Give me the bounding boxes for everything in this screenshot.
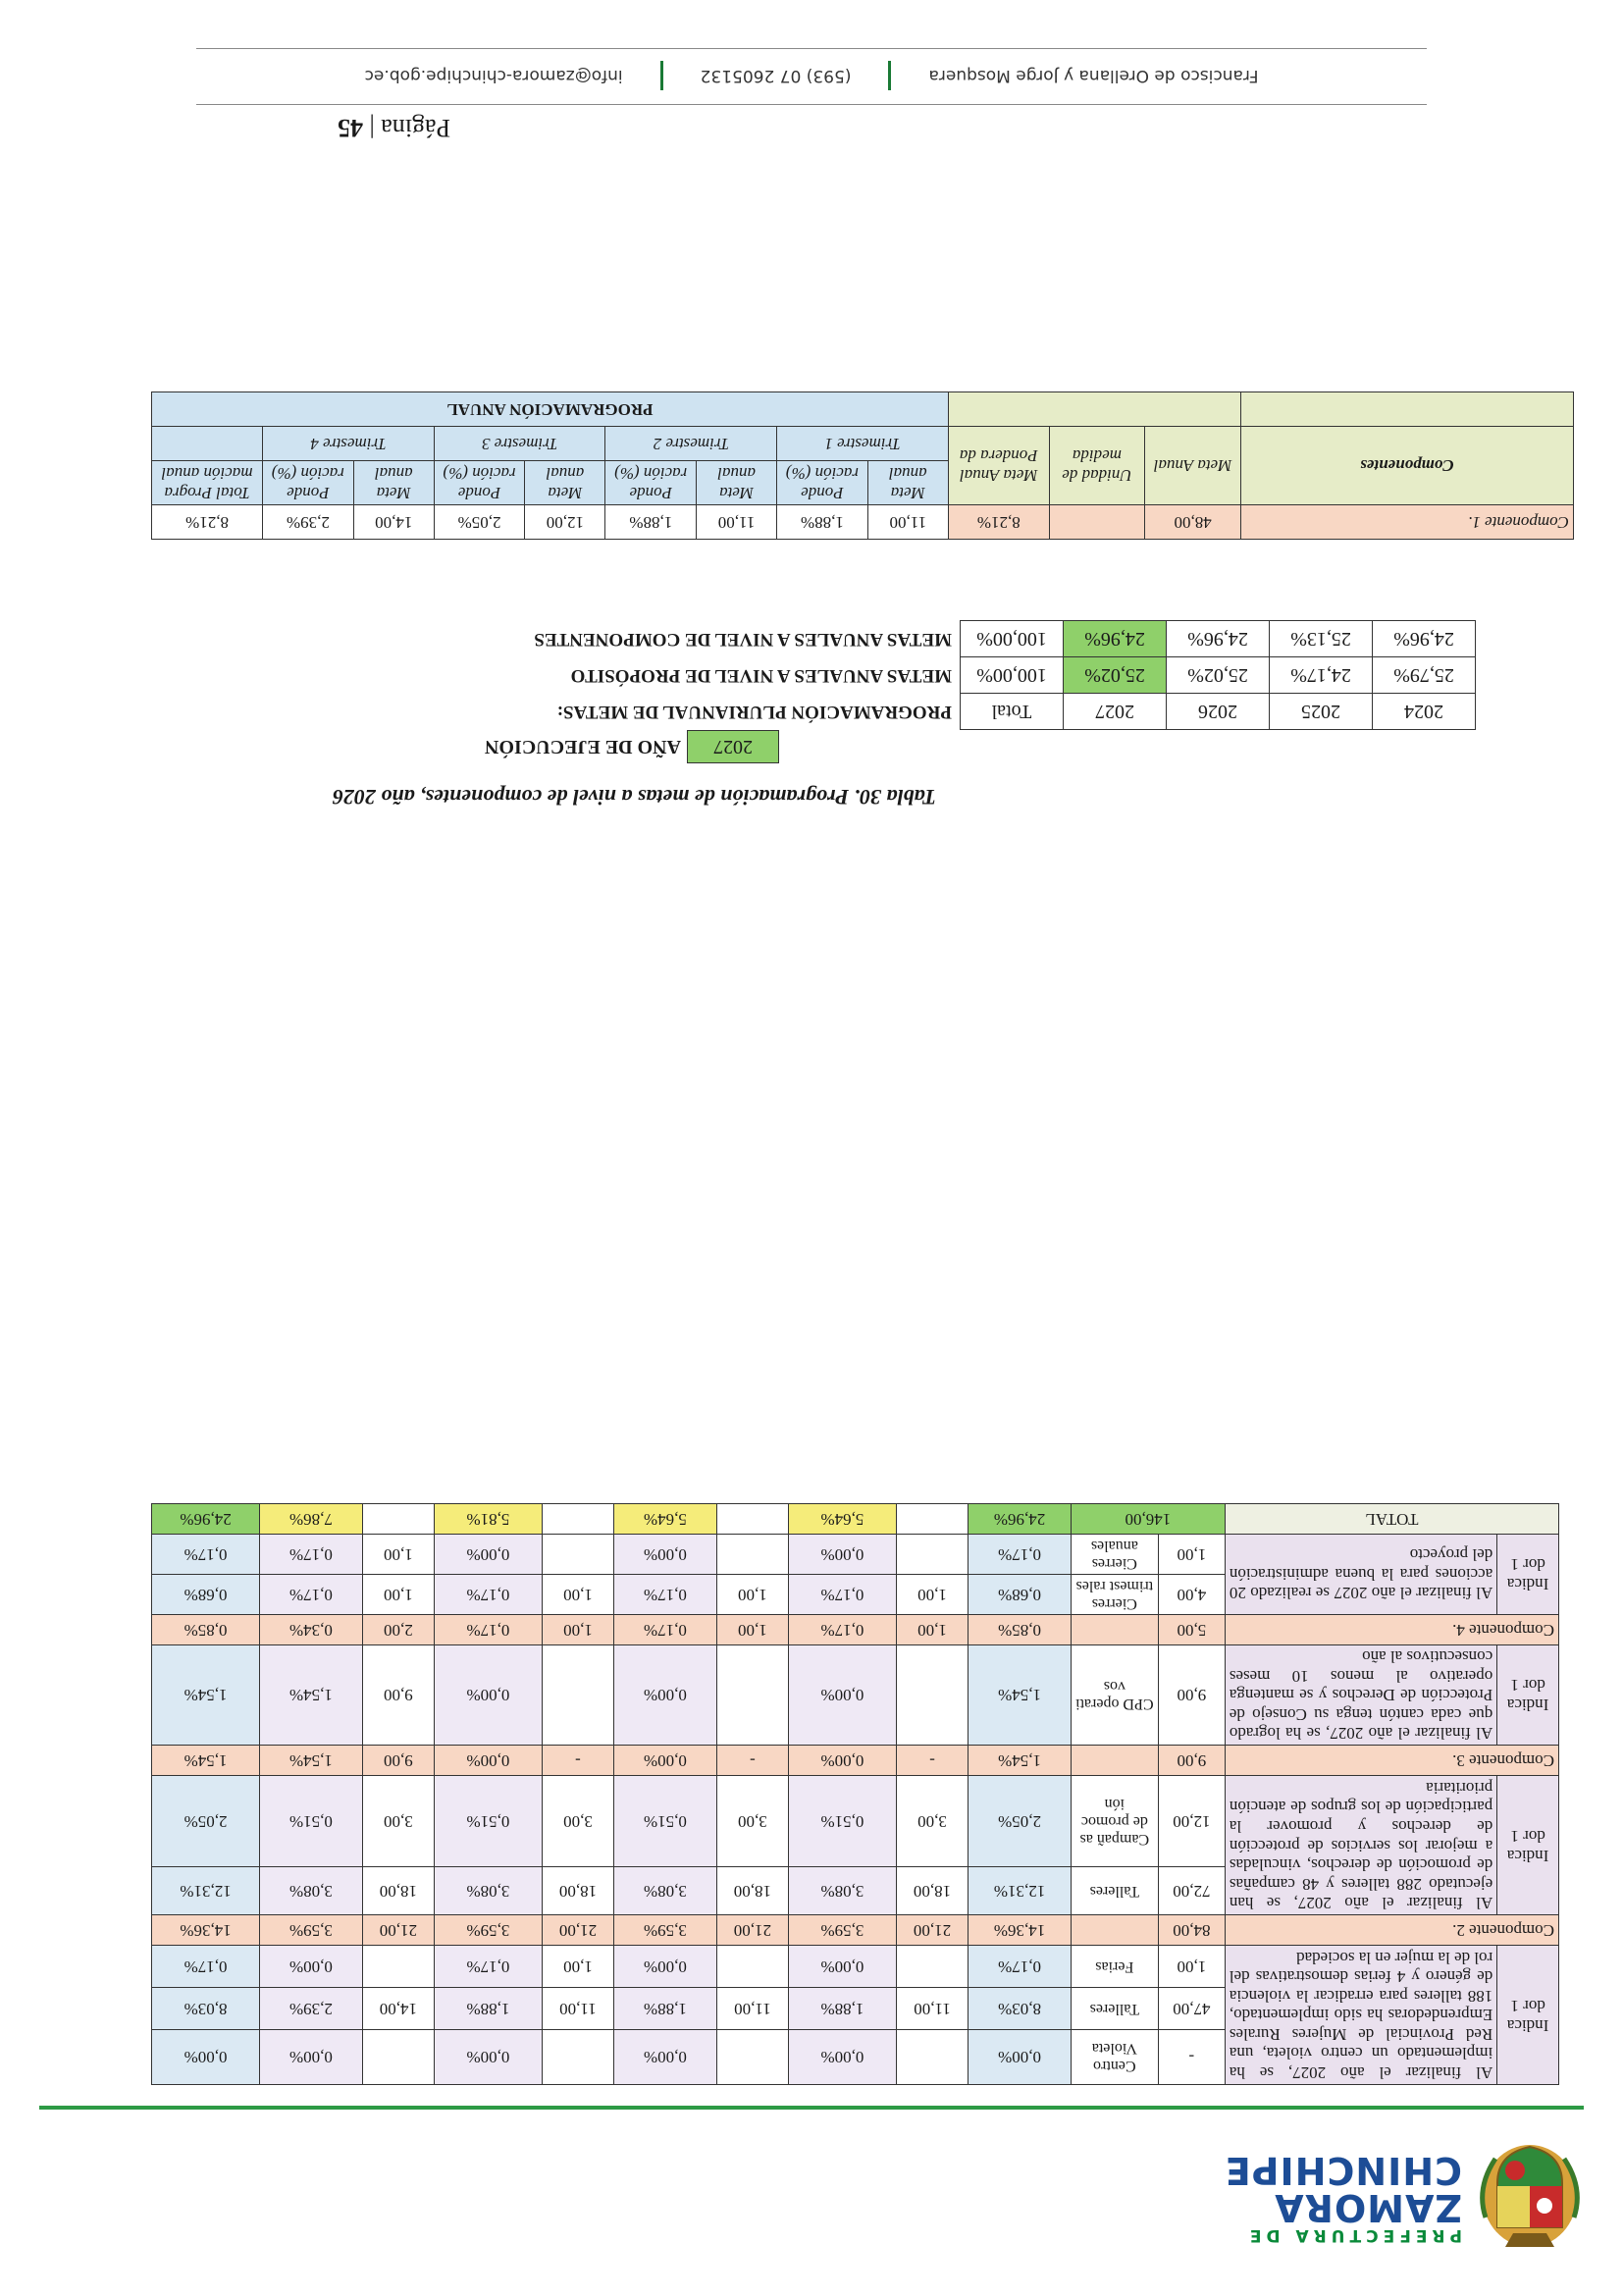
goal-value: 25,13% bbox=[1270, 621, 1373, 657]
quarter-weight: 0,51% bbox=[789, 1776, 897, 1867]
quarter-weight: 0,17% bbox=[434, 1946, 542, 1988]
quarter-weight: 0,00% bbox=[789, 1644, 897, 1746]
total-weighted: 24,96% bbox=[969, 1503, 1072, 1534]
prog-header-spacer bbox=[152, 427, 263, 461]
brand-line-2: ZAMORA bbox=[1274, 2186, 1462, 2230]
weighted-goal: 0,17% bbox=[969, 1946, 1072, 1988]
total-programming: 24,96% bbox=[152, 1503, 260, 1534]
quarter-weight: 0,00% bbox=[260, 2029, 363, 2084]
prog-header-spacer bbox=[1240, 392, 1573, 427]
quarter-weight: 1,54% bbox=[260, 1746, 363, 1776]
quarter-goal: 1,00 bbox=[542, 1946, 613, 1988]
meta-value: 4,00 bbox=[1158, 1574, 1225, 1614]
total-programming: 2,05% bbox=[152, 1776, 260, 1867]
quarter-weight: 0,00% bbox=[789, 1946, 897, 1988]
quarter-goal: - bbox=[716, 1746, 788, 1776]
unit-of-measure: Talleres bbox=[1071, 1867, 1158, 1915]
prog-q: 14,00 bbox=[353, 505, 434, 540]
quarter-weight: 0,51% bbox=[614, 1776, 717, 1867]
indicator-label: Indica dor 1 bbox=[1497, 1534, 1559, 1614]
quarter-goal: 9,00 bbox=[362, 1746, 434, 1776]
meta-value: 12,00 bbox=[1158, 1776, 1225, 1867]
quarter-weight: 2,39% bbox=[260, 1987, 363, 2029]
quarter-weight: 3,59% bbox=[614, 1915, 717, 1946]
quarter-weight: 1,88% bbox=[434, 1987, 542, 2029]
quarter-weight: 1,88% bbox=[614, 1987, 717, 2029]
quarter-weight: 0,17% bbox=[614, 1614, 717, 1644]
page-number bbox=[338, 113, 450, 142]
prog-header-pond: Ponde ración (%) bbox=[263, 461, 353, 505]
total-row bbox=[152, 1503, 1559, 1534]
quarter-weight: 0,17% bbox=[789, 1614, 897, 1644]
goal-value: 24,96% bbox=[1167, 621, 1270, 657]
year-header: 2026 bbox=[1167, 694, 1270, 730]
year-header: Total bbox=[961, 694, 1064, 730]
total-programming: 0,17% bbox=[152, 1534, 260, 1574]
total-quarter: 5,81% bbox=[434, 1503, 542, 1534]
quarter-weight: 0,00% bbox=[614, 1644, 717, 1746]
goal-value: 25,02% bbox=[1167, 657, 1270, 694]
component-name: Componente 4. bbox=[1225, 1614, 1558, 1644]
quarter-goal: 11,00 bbox=[716, 1987, 788, 2029]
quarter-goal bbox=[362, 1946, 434, 1988]
quarter-weight: 3,59% bbox=[260, 1915, 363, 1946]
meta-value: 47,00 bbox=[1158, 1987, 1225, 2029]
quarter-goal bbox=[716, 2029, 788, 2084]
prog-component-name: Componente 1. bbox=[1240, 505, 1573, 540]
footer-email: info@zamora-chinchipe.gob.ec bbox=[364, 66, 623, 85]
goal-value: 100,00% bbox=[961, 621, 1064, 657]
quarter-goal bbox=[896, 1644, 968, 1746]
component-row bbox=[152, 1614, 1559, 1644]
prog-header-meta-anual: Meta anual bbox=[867, 461, 948, 505]
prog-header-trimester: Trimestre 3 bbox=[434, 427, 605, 461]
page-number-value: 45 bbox=[338, 114, 364, 142]
unit-of-measure: CPD operati vos bbox=[1071, 1644, 1158, 1746]
header-rule bbox=[39, 2106, 1584, 2110]
prog-header-annual: PROGRAMACIÓN ANUAL bbox=[152, 392, 949, 427]
meta-value: 1,00 bbox=[1158, 1534, 1225, 1574]
prog-qp: 1,88% bbox=[605, 505, 696, 540]
total-programming: 0,00% bbox=[152, 2029, 260, 2084]
quarter-goal: 1,00 bbox=[716, 1614, 788, 1644]
multiyear-goals-title: PROGRAMACIÓN PLURIANUAL DE METAS: bbox=[556, 702, 952, 722]
table-caption: Tabla 30. Programación de metas a nivel de componentes, año 2026 bbox=[332, 785, 936, 809]
quarter-goal: 21,00 bbox=[716, 1915, 788, 1946]
quarter-goal: 11,00 bbox=[542, 1987, 613, 2029]
quarter-weight: 0,51% bbox=[434, 1776, 542, 1867]
quarter-goal bbox=[542, 1644, 613, 1746]
total-programming: 0,85% bbox=[152, 1614, 260, 1644]
goal-value: 25,02% bbox=[1064, 657, 1167, 694]
annual-programming-table bbox=[151, 391, 1574, 540]
goal-value: 24,17% bbox=[1270, 657, 1373, 694]
page-label: Página bbox=[381, 114, 450, 142]
quarter-weight: 3,08% bbox=[614, 1867, 717, 1915]
footer-rule bbox=[196, 48, 1427, 49]
component-goals-table bbox=[151, 1503, 1559, 2085]
quarter-weight: 0,17% bbox=[614, 1574, 717, 1614]
quarter-weight: 0,00% bbox=[789, 1534, 897, 1574]
quarter-goal: 3,00 bbox=[362, 1776, 434, 1867]
quarter-goal: - bbox=[542, 1746, 613, 1776]
quarter-goal bbox=[896, 1534, 968, 1574]
quarter-goal: 1,00 bbox=[362, 1534, 434, 1574]
quarter-weight: 3,59% bbox=[434, 1915, 542, 1946]
total-label: TOTAL bbox=[1225, 1503, 1558, 1534]
year-header: 2025 bbox=[1270, 694, 1373, 730]
quarter-goal bbox=[716, 1946, 788, 1988]
execution-year-label: AÑO DE EJECUCIÓN bbox=[484, 736, 681, 757]
prog-header-meta-anual: Meta anual bbox=[696, 461, 776, 505]
quarter-goal bbox=[542, 1534, 613, 1574]
quarter-weight: 0,00% bbox=[614, 1534, 717, 1574]
empty-cell bbox=[896, 1503, 968, 1534]
indicator-description: Al finalizar el año 2027, se ha implementado un centro violeta, una Red Provincial de Mujeres Rurales Emprendedoras ha sido implementado, 188 talleres para erradicar la violencia de género y 4 ferias demostrativas del rol de la mujer en la sociedad bbox=[1225, 1946, 1496, 2085]
quarter-weight: 0,00% bbox=[434, 1534, 542, 1574]
prog-header-meta: Meta Anual bbox=[1145, 427, 1241, 505]
meta-value: 72,00 bbox=[1158, 1867, 1225, 1915]
quarter-weight: 0,00% bbox=[434, 2029, 542, 2084]
weighted-goal: 0,68% bbox=[969, 1574, 1072, 1614]
quarter-weight: 3,08% bbox=[260, 1867, 363, 1915]
quarter-goal bbox=[716, 1644, 788, 1746]
indicator-row bbox=[152, 1574, 1559, 1614]
quarter-weight: 0,00% bbox=[434, 1746, 542, 1776]
indicator-description: Al finalizar el año 2027 se realizado 20 acciones para la buena administración del proyecto bbox=[1225, 1534, 1496, 1614]
footer-phone: (593) 07 2605132 bbox=[700, 66, 852, 85]
quarter-weight: 0,17% bbox=[260, 1534, 363, 1574]
prog-q: 11,00 bbox=[696, 505, 776, 540]
unit-of-measure: Cierres anuales bbox=[1071, 1534, 1158, 1574]
quarter-goal: - bbox=[896, 1746, 968, 1776]
prog-header-meta-anual: Meta anual bbox=[353, 461, 434, 505]
quarter-goal: 21,00 bbox=[896, 1915, 968, 1946]
total-programming: 0,17% bbox=[152, 1946, 260, 1988]
quarter-goal: 21,00 bbox=[542, 1915, 613, 1946]
quarter-goal: 1,00 bbox=[896, 1614, 968, 1644]
weighted-goal: 1,54% bbox=[969, 1746, 1072, 1776]
prog-header-trimester: Trimestre 4 bbox=[263, 427, 435, 461]
quarter-goal: 21,00 bbox=[362, 1915, 434, 1946]
total-programming: 1,54% bbox=[152, 1644, 260, 1746]
prog-header-total: Total Progra mación anual bbox=[152, 461, 263, 505]
brand-line-1: PREFECTURA DE bbox=[1244, 2225, 1462, 2246]
footer-contact bbox=[196, 61, 1427, 90]
quarter-goal: 1,00 bbox=[716, 1574, 788, 1614]
unit-of-measure: Talleres bbox=[1071, 1987, 1158, 2029]
empty-cell bbox=[542, 1503, 613, 1534]
quarter-goal: 3,00 bbox=[896, 1776, 968, 1867]
indicator-description: Al finalizar el año 2027, se han ejecutado 288 talleres y 48 campañas de promoción de derechos, vinculadas a mejorar los servicios de protección de derechos y promover la participación de los grupos de atención prioritaria bbox=[1225, 1776, 1496, 1915]
quarter-goal: 9,00 bbox=[362, 1644, 434, 1746]
prog-qp: 2,39% bbox=[263, 505, 353, 540]
goal-value: 100,00% bbox=[961, 657, 1064, 694]
component-name: Componente 2. bbox=[1225, 1915, 1558, 1946]
unit-of-measure: Centro Violeta bbox=[1071, 2029, 1158, 2084]
goal-row-label: METAS ANUALES A NIVEL DE COMPONENTES bbox=[534, 629, 952, 650]
indicator-row bbox=[152, 2029, 1559, 2084]
indicator-description: Al finalizar el año 2027, se ha logrado que cada cantón tenga su Consejo de Protección de Derechos y se mantenga operativo al menos 10 meses consecutivos al año bbox=[1225, 1644, 1496, 1746]
prog-tp: 8,21% bbox=[152, 505, 263, 540]
empty-cell bbox=[716, 1503, 788, 1534]
prog-header-trimester: Trimestre 1 bbox=[777, 427, 949, 461]
quarter-goal: 1,00 bbox=[542, 1574, 613, 1614]
footer-separator bbox=[888, 61, 891, 90]
indicator-label: Indica dor 1 bbox=[1497, 1776, 1559, 1915]
footer-address: Francisco de Orellana y Jorge Mosquera bbox=[928, 66, 1259, 85]
total-programming: 12,31% bbox=[152, 1867, 260, 1915]
weighted-goal: 1,54% bbox=[969, 1644, 1072, 1746]
meta-value: 1,00 bbox=[1158, 1946, 1225, 1988]
quarter-weight: 0,00% bbox=[434, 1644, 542, 1746]
multiyear-goals-table bbox=[417, 620, 1476, 730]
indicator-label: Indica dor 1 bbox=[1497, 1946, 1559, 2085]
weighted-goal: 0,00% bbox=[969, 2029, 1072, 2084]
prog-header-meta-anual: Meta anual bbox=[525, 461, 605, 505]
weighted-goal: 8,03% bbox=[969, 1987, 1072, 2029]
meta-value: 5,00 bbox=[1158, 1614, 1225, 1644]
coat-of-arms-icon bbox=[1476, 2139, 1584, 2257]
quarter-goal: 18,00 bbox=[716, 1867, 788, 1915]
prog-pond: 8,21% bbox=[948, 505, 1049, 540]
total-programming: 1,54% bbox=[152, 1746, 260, 1776]
prog-qp: 1,88% bbox=[777, 505, 867, 540]
prog-qp: 2,05% bbox=[434, 505, 524, 540]
unit-of-measure: Ferias bbox=[1071, 1946, 1158, 1988]
quarter-goal bbox=[362, 2029, 434, 2084]
quarter-goal: 18,00 bbox=[362, 1867, 434, 1915]
total-quarter: 5,64% bbox=[614, 1503, 717, 1534]
quarter-weight: 0,17% bbox=[434, 1614, 542, 1644]
prog-meta: 48,00 bbox=[1145, 505, 1241, 540]
quarter-goal bbox=[542, 2029, 613, 2084]
unit-cell bbox=[1071, 1614, 1158, 1644]
quarter-goal: 3,00 bbox=[542, 1776, 613, 1867]
quarter-weight: 0,00% bbox=[789, 2029, 897, 2084]
total-programming: 14,36% bbox=[152, 1915, 260, 1946]
quarter-weight: 0,34% bbox=[260, 1614, 363, 1644]
quarter-goal: 14,00 bbox=[362, 1987, 434, 2029]
component-row bbox=[152, 1915, 1559, 1946]
brand-text bbox=[1224, 2149, 1462, 2246]
unit-of-measure: Campañ as de promoc ión bbox=[1071, 1776, 1158, 1867]
quarter-goal: 3,00 bbox=[716, 1776, 788, 1867]
goal-value: 25,79% bbox=[1373, 657, 1476, 694]
prog-unit bbox=[1049, 505, 1145, 540]
brand-line-3: CHINCHIPE bbox=[1224, 2149, 1462, 2193]
quarter-weight: 3,08% bbox=[434, 1867, 542, 1915]
quarter-goal bbox=[896, 2029, 968, 2084]
prog-q: 11,00 bbox=[867, 505, 948, 540]
component-row bbox=[152, 1746, 1559, 1776]
quarter-weight: 0,51% bbox=[260, 1776, 363, 1867]
prog-header-weighted: Meta Anual Pondera da bbox=[948, 427, 1049, 505]
meta-value: 84,00 bbox=[1158, 1915, 1225, 1946]
quarter-goal bbox=[896, 1946, 968, 1988]
weighted-goal: 0,85% bbox=[969, 1614, 1072, 1644]
quarter-weight: 0,17% bbox=[260, 1574, 363, 1614]
prog-header-components: Componentes bbox=[1240, 427, 1573, 505]
weighted-goal: 12,31% bbox=[969, 1867, 1072, 1915]
prog-header-pond: Ponde ración (%) bbox=[777, 461, 867, 505]
prog-header-pond: Ponde ración (%) bbox=[434, 461, 524, 505]
quarter-weight: 0,17% bbox=[789, 1574, 897, 1614]
unit-cell bbox=[1071, 1915, 1158, 1946]
execution-year-value: 2027 bbox=[687, 730, 779, 763]
quarter-goal: 2,00 bbox=[362, 1614, 434, 1644]
quarter-goal: 11,00 bbox=[896, 1987, 968, 2029]
quarter-goal: 18,00 bbox=[896, 1867, 968, 1915]
goal-value: 24,96% bbox=[1064, 621, 1167, 657]
total-quarter: 7,86% bbox=[260, 1503, 363, 1534]
prog-header-trimester: Trimestre 2 bbox=[605, 427, 777, 461]
weighted-goal: 0,17% bbox=[969, 1534, 1072, 1574]
quarter-weight: 0,00% bbox=[260, 1946, 363, 1988]
quarter-weight: 3,08% bbox=[789, 1867, 897, 1915]
quarter-weight: 0,00% bbox=[614, 1946, 717, 1988]
prog-q: 12,00 bbox=[525, 505, 605, 540]
quarter-weight: 1,88% bbox=[789, 1987, 897, 2029]
prog-header-unit: Unidad de medida bbox=[1049, 427, 1145, 505]
meta-value: 9,00 bbox=[1158, 1644, 1225, 1746]
footer-rule bbox=[196, 104, 1427, 105]
page-header bbox=[39, 2129, 1584, 2257]
quarter-weight: 3,59% bbox=[789, 1915, 897, 1946]
quarter-weight: 1,54% bbox=[260, 1644, 363, 1746]
empty-cell bbox=[362, 1503, 434, 1534]
prog-header-spacer bbox=[948, 392, 1240, 427]
year-header: 2024 bbox=[1373, 694, 1476, 730]
goal-row-label: METAS ANUALES A NIVEL DE PROPÓSITO bbox=[570, 665, 952, 686]
quarter-weight: 0,17% bbox=[434, 1574, 542, 1614]
page-separator: | bbox=[369, 114, 375, 142]
total-meta: 146,00 bbox=[1071, 1503, 1225, 1534]
footer-separator bbox=[660, 61, 663, 90]
goal-value: 24,96% bbox=[1373, 621, 1476, 657]
year-header: 2027 bbox=[1064, 694, 1167, 730]
quarter-goal: 1,00 bbox=[542, 1614, 613, 1644]
quarter-goal bbox=[716, 1534, 788, 1574]
indicator-row bbox=[152, 1867, 1559, 1915]
quarter-weight: 0,00% bbox=[789, 1746, 897, 1776]
quarter-goal: 1,00 bbox=[362, 1574, 434, 1614]
indicator-label: Indica dor 1 bbox=[1497, 1644, 1559, 1746]
total-quarter: 5,64% bbox=[789, 1503, 897, 1534]
indicator-row bbox=[152, 1644, 1559, 1746]
quarter-weight: 0,00% bbox=[614, 1746, 717, 1776]
prog-header-pond: Ponde ración (%) bbox=[605, 461, 696, 505]
component-name: Componente 3. bbox=[1225, 1746, 1558, 1776]
quarter-goal: 1,00 bbox=[896, 1574, 968, 1614]
weighted-goal: 14,36% bbox=[969, 1915, 1072, 1946]
meta-value: - bbox=[1158, 2029, 1225, 2084]
unit-cell bbox=[1071, 1746, 1158, 1776]
meta-value: 9,00 bbox=[1158, 1746, 1225, 1776]
quarter-weight: 0,00% bbox=[614, 2029, 717, 2084]
quarter-goal: 18,00 bbox=[542, 1867, 613, 1915]
unit-of-measure: Cierres trimest rales bbox=[1071, 1574, 1158, 1614]
total-programming: 8,03% bbox=[152, 1987, 260, 2029]
total-programming: 0,68% bbox=[152, 1574, 260, 1614]
prefecture-logo bbox=[1225, 2139, 1584, 2257]
weighted-goal: 2,05% bbox=[969, 1776, 1072, 1867]
